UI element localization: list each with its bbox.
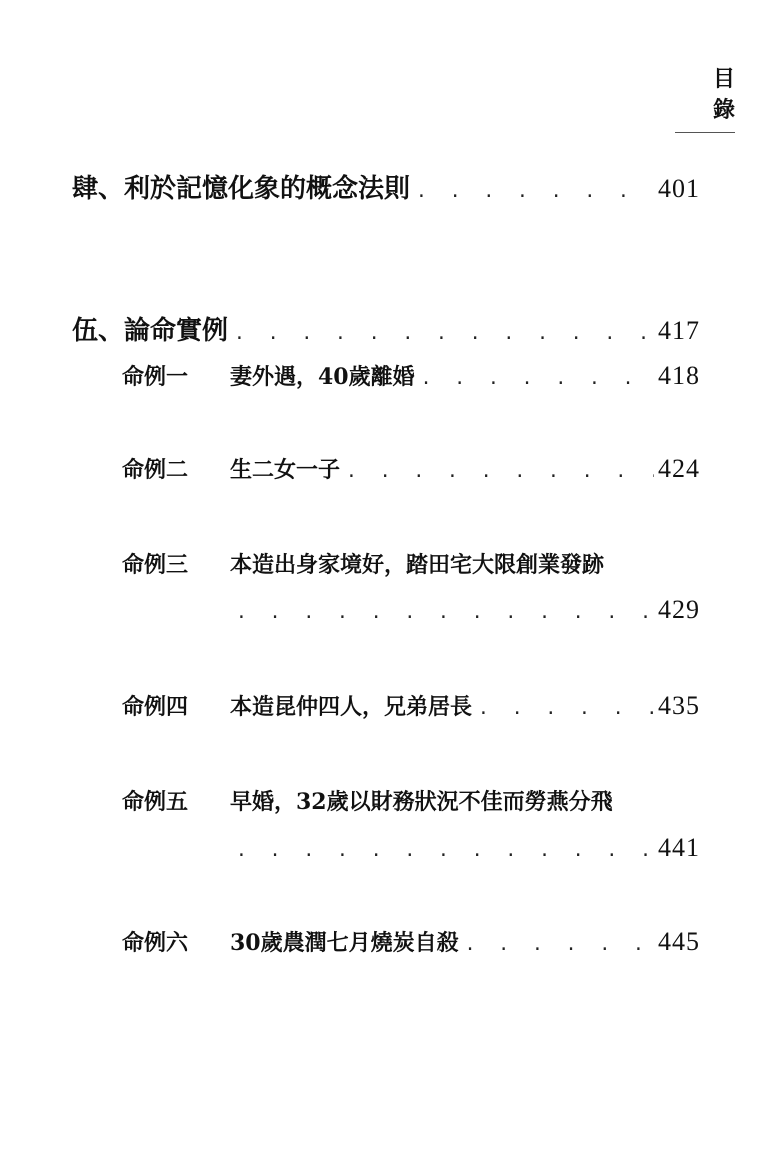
page-number: 441 bbox=[658, 833, 700, 862]
page-number: 401 bbox=[658, 174, 700, 203]
toc-case-3-continuation[interactable] bbox=[236, 595, 700, 625]
dot-leader bbox=[236, 602, 654, 623]
page-number: 418 bbox=[658, 361, 700, 390]
case-tag: 命例一 bbox=[122, 364, 189, 390]
toc-case-4[interactable] bbox=[122, 690, 700, 721]
page-number: 429 bbox=[658, 595, 700, 624]
section-label: 肆、利於記憶化象的概念法則 bbox=[72, 174, 411, 204]
case-title: 妻外遇，40歲離婚 bbox=[230, 364, 415, 390]
toc-case-5-continuation[interactable] bbox=[236, 833, 700, 863]
case-title: 生二女一子 bbox=[230, 457, 341, 483]
case-title: 30歲農潤七月燒炭自殺 bbox=[230, 930, 459, 956]
case-tag: 命例三 bbox=[122, 552, 189, 578]
toc-case-1[interactable] bbox=[122, 360, 700, 391]
toc-case-5[interactable] bbox=[122, 785, 700, 816]
dot-leader bbox=[346, 461, 654, 482]
toc-section-4[interactable] bbox=[72, 168, 700, 205]
toc-case-3[interactable] bbox=[122, 548, 700, 579]
section-label: 伍、論命實例 bbox=[72, 316, 229, 346]
toc-case-6[interactable] bbox=[122, 926, 700, 957]
dot-leader bbox=[236, 840, 654, 861]
header-rule bbox=[675, 132, 735, 133]
page-number: 435 bbox=[658, 691, 700, 720]
case-tag: 命例四 bbox=[122, 694, 189, 720]
dot-leader bbox=[478, 698, 654, 719]
case-title: 早婚，32歲以財務狀況不佳而勞燕分飛 bbox=[230, 789, 613, 815]
dot-leader bbox=[465, 934, 654, 955]
running-header bbox=[675, 62, 749, 133]
page-number: 424 bbox=[658, 454, 700, 483]
toc-section-5[interactable] bbox=[72, 310, 700, 347]
case-tag: 命例二 bbox=[122, 457, 189, 483]
dot-leader bbox=[234, 323, 654, 344]
page-number: 445 bbox=[658, 927, 700, 956]
toc-case-2[interactable] bbox=[122, 453, 700, 484]
case-tag: 命例五 bbox=[122, 789, 189, 815]
dot-leader bbox=[421, 368, 654, 389]
case-tag: 命例六 bbox=[122, 930, 189, 956]
case-title: 本造出身家境好，踏田宅大限創業發跡 bbox=[230, 552, 605, 578]
page-number: 417 bbox=[658, 316, 700, 345]
header-title: 目 錄 bbox=[712, 66, 749, 123]
dot-leader bbox=[416, 181, 654, 202]
case-title: 本造昆仲四人，兄弟居長 bbox=[230, 694, 473, 720]
